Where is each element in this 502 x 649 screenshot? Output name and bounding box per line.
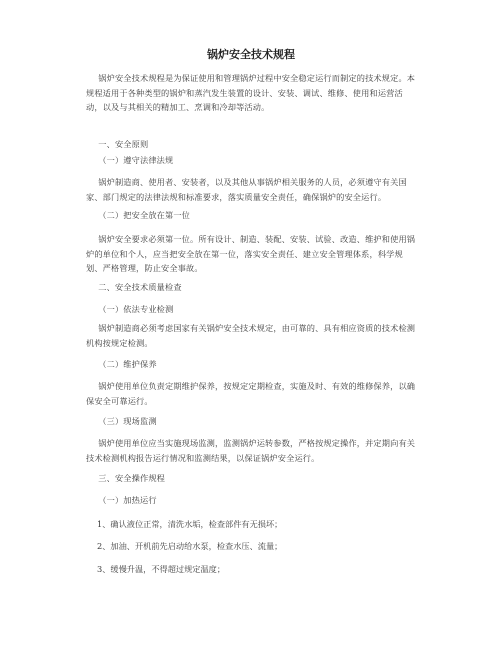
section-2-heading: 二、安全技术质量检查 [98,282,182,292]
section-2-sub-3-body: 锅炉使用单位应当实施现场监测，监测锅炉运转参数，严格按规定操作，并定期向有关技术检测机构报告运行情况和监测结果，以保证锅炉安全运行。 [86,438,416,463]
section-1-sub-1-body: 锅炉制造商、使用者、安装者，以及其他从事锅炉相关服务的人员，必须遵守有关国家、部门规定的法律法规和标准要求，落实质量安全责任，确保锅炉的安全运行。 [86,177,407,202]
section-1-heading: 一、安全原则 [98,139,149,149]
list-item: 1、确认液位正常，清洗水垢，检查部件有无损坏； [97,519,283,529]
section-3-sub-1-heading: （一）加热运行 [98,495,157,505]
document-title: 锅炉安全技术规程 [207,48,295,61]
section-1-sub-2-heading: （二）把安全放在第一位 [98,210,191,220]
section-2-sub-1-heading: （一）依法专业检测 [98,304,174,314]
intro-paragraph: 锅炉安全技术规程是为保证使用和管理锅炉过程中安全稳定运行而制定的技术规定。本规程适用于各种类型的锅炉和蒸汽发生装置的设计、安装、调试、维修、使用和运营活动，以及与其相关的精加工、烹调和冷却等活动。 [86,73,416,112]
section-3-heading: 三、安全操作规程 [98,473,165,483]
section-1-sub-2-body: 锅炉安全要求必须第一位。所有设计、制造、装配、安装、试验、改造、维护和使用锅炉的单位和个人，应当把安全放在第一位，落实安全责任、建立安全管理体系，科学规划、严格管理，防止安全事故。 [86,234,416,273]
list-item: 2、加油、开机前先启动给水泵，检查水压、流量； [97,541,283,551]
section-2-sub-1-body: 锅炉制造商必须考虑国家有关锅炉安全技术规定，由可靠的、具有相应资质的技术检测机构按规定检测。 [86,323,416,348]
section-2-sub-2-body: 锅炉使用单位负责定期维护保养，按规定定期检查，实施及时、有效的维修保养，以确保安全可靠运行。 [86,381,416,406]
section-2-sub-2-heading: （二）维护保养 [98,359,157,369]
list-item: 3、缓慢升温，不得超过规定温度； [97,564,226,574]
section-1-sub-1-heading: （一）遵守法律法规 [98,155,174,165]
section-2-sub-3-heading: （三）现场监测 [98,416,157,426]
